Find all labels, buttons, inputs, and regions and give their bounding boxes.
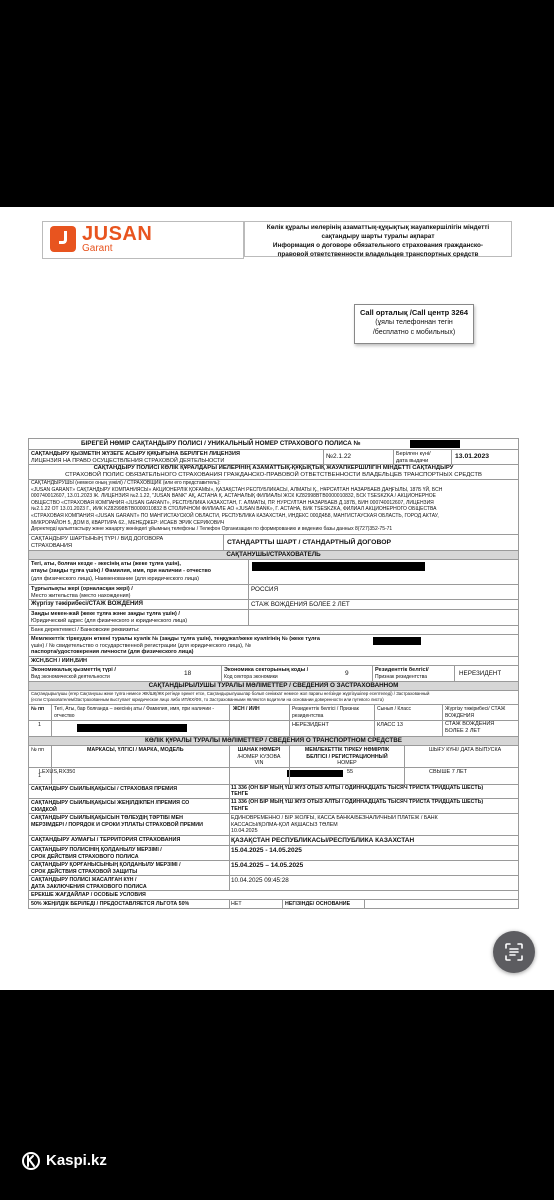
license-number: №2.1.22 <box>326 453 352 460</box>
sector-label <box>224 667 308 680</box>
payment-order-label-2: МЕРЗІМДЕРІ / ПОРЯДОК И СРОКИ УПЛАТЫ СТРАХОВОЙ ПРЕМИИ <box>31 821 203 828</box>
insured-header-row <box>29 705 518 721</box>
unique-number-label: БІРЕГЕЙ НӨМІР САҚТАНДЫРУ ПОЛИСІ / УНИКАЛЬНЫЙ НОМЕР СТРАХОВОГО ПОЛИСА № <box>81 440 361 447</box>
payment-order-label-1: САҚТАНДЫРУ СЫЙЛЫҚАҚЫСЫН ТӨЛЕУДІҢ ТӘРТІБІ МЕН <box>31 815 183 821</box>
discount-basis-label: НЕГІЗІНДЕ/ ОСНОВАНИЕ <box>285 901 351 907</box>
insurer-line: 000740012607, 13.01.2023 Ж. ЛИЦЕНЗИЯ №2.1.22, "JUSAN BANK" АҚ, АСТАНА Қ. АСТАНАЛЫҚ ФИЛИАЛЫ ЖСК KZ82998BTB0000010832, БСК TSESKZKA / АКЦИОНЕРНОЕ <box>31 493 436 500</box>
residence-label-ru: Место жительства (место нахождения) <box>31 592 131 599</box>
policy-term-row <box>29 846 518 861</box>
conclusion-date-label-1: САҚТАНДЫРУ ПОЛИСІ ЖАСАЛҒАН КҮН / <box>31 877 137 883</box>
policy-term-label-2: СРОК ДЕЙСТВИЯ СТРАХОВОГО ПОЛИСА <box>31 853 139 860</box>
kaspi-logo-icon <box>22 1152 40 1170</box>
residence-label <box>29 586 133 599</box>
insured-row-resident: НЕРЕЗИДЕНТ <box>292 722 329 728</box>
bank-label: Банк деректемесі / Банковские реквизиты: <box>31 627 140 633</box>
contract-type-label-ru: СТРАХОВАНИЯ <box>31 542 72 549</box>
insurer-line: «JUSAN GARANT» САҚТАНДЫРУ КОМПАНИЯСЫ» АКЦИОНЕРЛІК ҚОҒАМЫ», ҚАЗАҚСТАН РЕСПУБЛИКАСЫ, АЛМАТЫ Қ., НҰРСҰЛТАН НАЗАРБАЕВ ДАҢҒЫЛЫ, 187Б ҮЙ, БСН <box>31 486 443 493</box>
insured-note-row <box>29 691 518 705</box>
policy-name-row <box>29 465 518 480</box>
contract-type-label-kz: САҚТАНДЫРУ ШАРТЫНЫҢ ТҮРІ / ВИД ДОГОВОРА <box>31 536 164 542</box>
insured-row-exp <box>445 721 494 735</box>
discount-value: НЕТ <box>231 901 242 907</box>
coverage-term-row <box>29 861 518 876</box>
issue-date-label <box>396 451 431 464</box>
payment-order-row <box>29 814 518 836</box>
policy-name-kz: САҚТАНДЫРУ ПОЛИСІ КӨЛІК ҚҰРАЛДАРЫ ИЕЛЕРІНІҢ АЗАМАТТЫҚ-ҚҰҚЫҚТЫҚ ЖАУАПКЕРШІЛІГІН МІНДЕТТІ САҚТАНДЫРУ <box>93 465 454 471</box>
econ-value: 18 <box>184 670 192 677</box>
premium-row <box>29 785 518 799</box>
special-conditions-row <box>29 891 518 900</box>
premium-discount-label-2: СКИДКОЙ <box>31 806 57 813</box>
insured-col-exp: Жүргізу тәжірибесі/ СТАЖ ВОЖДЕНИЯ <box>445 706 506 719</box>
call-center-line1: (ұялы телефоннан тегін <box>375 319 453 326</box>
insured-col-iin: ЖСН / ИИН <box>233 706 260 712</box>
vehicle-col-make: МАРКАСЫ, ҮЛГІСІ / МАРКА, МОДЕЛЬ <box>87 747 184 753</box>
experience-row <box>29 600 518 610</box>
resident-label-ru: Признак резидентства <box>375 673 427 680</box>
econ-label-kz: Экономикалық қызметтің түрі / <box>31 667 116 673</box>
conclusion-date-value: 10.04.2025 09:45:28 <box>231 877 289 884</box>
redacted-number <box>410 440 460 448</box>
contract-type-row <box>29 535 518 551</box>
econ-label-ru: Вид экономической деятельности <box>31 673 110 680</box>
premium-discount-row <box>29 799 518 814</box>
residence-value: РОССИЯ <box>251 586 279 593</box>
legal-label-ru: Юридический адрес (для физического и юридического лица) <box>31 617 188 624</box>
vin-label-2: /НОМЕР КУЗОВА <box>237 753 281 760</box>
insurer-line: ОБЩЕСТВО «СТРАХОВАЯ КОМПАНИЯ «JUSAN GARANT», РЕСПУБЛИКА КАЗАХСТАН, Г. АЛМАТЫ, ПР. НУРСУЛТАН НАЗАРБАЕВ Д.187Б, БИН 000740012607, ЛИЦЕНЗИЯ <box>31 499 434 506</box>
reg-label-1: МЕМЛЕКЕТТІК ТІРКЕУ НӨМІРЛІК <box>304 747 390 753</box>
insured-data-row <box>29 721 518 737</box>
coverage-term-label <box>29 862 181 875</box>
resident-label-kz: Резиденттік белгісі/ <box>375 667 429 673</box>
title-kz-2: сақтандыру шарты туралы ақпарат <box>321 233 435 240</box>
call-center-line2: /бесплатно с мобильных) <box>372 329 456 336</box>
econ-label <box>29 667 116 680</box>
logo-sub: Garant <box>82 243 113 254</box>
jusan-logo-icon <box>50 226 76 252</box>
vin-label-1: ШАНАК НӨМЕРІ <box>237 747 281 753</box>
title-ru-1: Информация о договоре обязательного страхования гражданско- <box>272 242 484 249</box>
vehicle-col-no: № пп <box>31 747 44 753</box>
resident-value: НЕРЕЗИДЕНТ <box>459 670 502 677</box>
reg-label-3: НОМЕР <box>337 760 357 766</box>
name-label-2: атауы (заңды тұлға үшін) / Фамилия, имя, при наличии - отчество <box>31 568 211 575</box>
redacted-name <box>252 562 425 571</box>
territory-value: ҚАЗАҚСТАН РЕСПУБЛИКАСЫ/РЕСПУБЛИКА КАЗАХСТАН <box>231 837 415 844</box>
vehicle-row-reg: 55 <box>347 769 354 775</box>
coverage-term-label-2: СРОК ДЕЙСТВИЯ СТРАХОВОЙ ЗАЩИТЫ <box>31 868 138 875</box>
contract-type-value: СТАНДАРТТЫ ШАРТ / СТАНДАРТНЫЙ ДОГОВОР <box>227 539 392 546</box>
premium-discount-value <box>231 799 483 812</box>
vehicle-header-row <box>29 746 518 768</box>
payment-order-date: 10.04.2025 <box>231 828 258 834</box>
call-center-title: Call орталық /Call центр 3264 <box>359 308 468 317</box>
bank-row <box>29 626 518 635</box>
coverage-term-value: 15.04.2025 – 14.05.2025 <box>231 862 304 869</box>
territory-row <box>29 836 518 846</box>
legal-label-kz: Заңды мекен-жай (жеке тұлға және заңды тұлға үшін) / <box>31 611 180 617</box>
policyholder-name-label <box>29 561 211 583</box>
insured-note-1: Сақтандырылушы (егер Сақтанушы жеке тұлға немесе ЖК/ШҚ/ЖК ретінде әрекет етсе, Сақтандырылушылар болып сенімхат немесе жол парағы негізінде жүргізушілер есептеледі) / Застрахованный <box>31 691 430 696</box>
vehicle-col-year: ШЫҒУ КҮНІ/ ДАТА ВЫПУСКА <box>429 747 502 753</box>
experience-value: СТАЖ ВОЖДЕНИЯ БОЛЕЕ 2 ЛЕТ <box>251 601 350 608</box>
conclusion-date-label-2: ДАТА ЗАКЛЮЧЕНИЯ СТРАХОВОГО ПОЛИСА <box>31 883 147 890</box>
insurer-line: Деректерді қалыптастыру және жаңарту жөніндегі ұйымның телефоны / Телефон Организации по формированию и ведению базы данных 8(727)352-75-71 <box>31 526 393 533</box>
payment-order-value <box>231 815 438 835</box>
premium-value-text: 11 336 (ОН БІР МЫҢ ҮШ ЖҮЗ ОТЫЗ АЛТЫ / ОДИННАДЦАТЬ ТЫСЯЧ ТРИСТА ТРИДЦАТЬ ШЕСТЬ) <box>231 785 484 791</box>
vehicle-row-year: СВЫШЕ 7 ЛЕТ <box>429 769 467 775</box>
vehicle-row-no: 1 <box>38 773 42 779</box>
title-ru-2: правовой ответственности владельцев транспортных средств <box>277 251 479 258</box>
license-label-ru: ЛИЦЕНЗИЯ НА ПРАВО ОСУЩЕСТВЛЕНИЯ СТРАХОВОЙ ДЕЯТЕЛЬНОСТИ <box>31 457 225 464</box>
sector-label-ru: Код сектора экономики <box>224 673 278 680</box>
license-row <box>29 450 518 465</box>
title-kz-1: Көлік құралы иелерінің азаматтық-құқықтық жауапкершілігін міндетті <box>266 224 490 231</box>
insured-exp-1: СТАЖ ВОЖДЕНИЯ <box>445 721 495 727</box>
license-label-kz: САҚТАНДЫРУ ҚЫЗМЕТІН ЖҮЗЕГЕ АСЫРУ ҚҰҚЫҒЫНА БЕРІЛГЕН ЛИЦЕНЗИЯ <box>31 451 240 457</box>
experience-label: Жүргізу тәжірибесі/СТАЖ ВОЖДЕНИЯ <box>31 601 143 607</box>
insured-row-no: 1 <box>38 722 42 728</box>
insured-col-name: Тегі, Аты, бар болғанда – әкесінің аты / Фамилия, имя, при наличии - отчество <box>54 706 214 719</box>
reg-label-2: БЕЛГІСІ / РЕГИСТРАЦИОННЫЙ <box>306 753 388 760</box>
premium-discount-text: 11 336 (ОН БІР МЫҢ ҮШ ЖҮЗ ОТЫЗ АЛТЫ / ОДИННАДЦАТЬ ТЫСЯЧ ТРИСТА ТРИДЦАТЬ ШЕСТЬ) <box>231 799 484 805</box>
redacted-id <box>373 637 421 645</box>
contract-type-label <box>29 536 163 549</box>
payment-order-text-2: КАССАСЫ/ҚОЛМА-ҚОЛ АҚШАСЫЗ ТӨЛЕМ <box>231 821 338 828</box>
sector-value: 9 <box>345 670 349 677</box>
policyholder-name-row <box>29 560 518 585</box>
legal-address-row <box>29 610 518 626</box>
conclusion-date-label <box>29 877 147 890</box>
issue-date: 13.01.2023 <box>455 453 490 460</box>
premium-label: САҚТАНДЫРУ СЫЙЛЫҚАҚЫСЫ / СТРАХОВАЯ ПРЕМИЯ <box>31 786 178 792</box>
vehicle-row-make: LEXUS,RX350 <box>39 769 76 775</box>
vehicle-col-reg <box>292 747 402 767</box>
policy-term-label-1: САҚТАНДЫРУ ПОЛИСІНІҢ ҚОЛДАНЫЛУ МЕРЗІМІ / <box>31 847 162 853</box>
name-label-1: Тегі, аты, болған кезде - әкесінің аты (жеке тұлға үшін), <box>31 561 181 567</box>
policyholder-section-title: САҚТАНУШЫ/СТРАХОВАТЕЛЬ <box>29 551 518 560</box>
call-center-box <box>354 304 474 344</box>
unique-number-row <box>29 439 518 450</box>
premium-discount-currency: ТЕНГЕ <box>231 805 249 812</box>
id-label-1: Мемлекеттік тіркеуден өткені туралы куәлік № (заңды тұлға үшін), теңқұжат/жеке куәлігінің № (жеке тұлға <box>31 636 320 642</box>
insured-row-class: КЛАСС 13 <box>377 722 403 728</box>
insurer-line: «СТРАХОВАЯ КОМПАНИЯ «JUSAN GARANT» ПО МАНГИСТАУСКОЙ ОБЛАСТИ, РЕСПУБЛИКА КАЗАХСТАН, ИНДЕКС 000Д4Б8, МАНГИСТАУСКАЯ ОБЛАСТЬ, ГОРОД АКТАУ, <box>31 512 439 519</box>
iin-label: ЖСН,БСН / ИИН,БИН <box>31 658 87 664</box>
payment-order-text-1: ЕДИНОВРЕМЕННО / БІР ЖОЛҒЫ, КАССА БАНКА/БЕЗНАЛИЧНЫЙ ПЛАТЕЖ / БАНК <box>231 815 438 821</box>
territory-label: САҚТАНДЫРУ АУМАҒЫ / ТЕРРИТОРИЯ СТРАХОВАНИЯ <box>31 837 181 843</box>
special-conditions-label: ЕРЕКШЕ ЖАҒДАЙЛАР / ОСОБЫЕ УСЛОВИЯ <box>31 892 146 898</box>
issue-label-ru: дата выдачи <box>396 457 429 464</box>
vehicle-data-row <box>29 768 518 785</box>
coverage-term-label-1: САҚТАНДЫРУ ҚОРҒАНЫСЫНЫҢ ҚОЛДАНЫЛУ МЕРЗІМІ / <box>31 862 181 868</box>
sector-label-kz: Экономика секторының коды / <box>224 667 309 673</box>
kaspi-watermark-text: Kaspi.kz <box>46 1152 107 1169</box>
id-document-label <box>29 636 320 656</box>
insured-col-class: Сынып / Класс <box>377 706 412 712</box>
policy-term-label <box>29 847 162 860</box>
document-title <box>244 221 512 257</box>
vin-label-3: VIN <box>254 760 264 766</box>
insured-col-no: № пп <box>31 706 45 712</box>
scan-text-icon <box>504 942 524 962</box>
policy-term-value: 15.04.2025 - 14.05.2025 <box>231 847 302 854</box>
insurer-line: САҚТАНДЫРУШЫ (немесе оның уәкілі) / СТРАХОВЩИК (или его представитель): <box>31 480 221 486</box>
scan-text-button[interactable] <box>493 931 535 973</box>
insurer-line: №2.1.22 ОТ 13.01.2023 Г., ИИК KZ82998BTB0000010832 В СТОЛИЧНОМ ФИЛИАЛЕ АО «JUSAN BANK», Г. АСТАНА, БИК TSESKZKA, ФИЛИАЛ АКЦИОНЕРНОГО ОБЩЕСТВА <box>31 506 437 513</box>
policy-table <box>28 438 519 909</box>
residence-label-kz: Тұрғылықты жері (орналасқан жері) / <box>31 586 133 592</box>
premium-value <box>231 785 483 798</box>
legal-address-label <box>29 611 187 624</box>
iin-row <box>29 657 518 666</box>
residence-row <box>29 585 518 600</box>
id-document-row <box>29 635 518 657</box>
redacted-insured-name <box>77 724 187 732</box>
payment-order-label <box>29 815 203 828</box>
discount-row <box>29 900 518 909</box>
resident-label <box>375 667 429 680</box>
vehicle-section-title: КӨЛІК ҚҰРАЛЫ ТУРАЛЫ МӘЛІМЕТТЕР / СВЕДЕНИЯ О ТРАНСПОРТНОМ СРЕДСТВЕ <box>29 737 518 746</box>
insurer-line: МИКРОРАЙОН 5, ДОМ 8, КВАРТИРА 62., МЕНЕДЖЕР: ИСАЕВ ЭРИК СЕРИКОВИЧ <box>31 519 225 526</box>
issue-label-kz: Берілген күні/ <box>396 451 431 457</box>
vehicle-col-vin <box>231 747 287 767</box>
premium-discount-label <box>29 800 189 813</box>
logo-brand: JUSAN <box>82 223 153 245</box>
policy-name-ru: СТРАХОВОЙ ПОЛИС ОБЯЗАТЕЛЬНОГО СТРАХОВАНИЯ ГРАЖДАНСКО-ПРАВОВОЙ ОТВЕТСТВЕННОСТИ ВЛАДЕЛЬЦЕВ ТРАНСПОРТНЫХ СРЕДСТВ <box>65 472 482 478</box>
insured-section-title: САҚТАНДЫРЫЛУШЫ ТУРАЛЫ МӘЛІМЕТТЕР / СВЕДЕНИЯ О ЗАСТРАХОВАННОМ <box>29 682 518 691</box>
conclusion-date-row <box>29 876 518 891</box>
id-label-2: үшін) / № свидетельство о государственной регистрации (для юридического лица), № <box>31 642 251 649</box>
insured-note-2: (если Страхователем/Застрахованным выступает юридическое лицо либо ИП/КХ/ФХ, то Застрахованными являются водители на основании доверенности или путевого листа) <box>31 696 384 702</box>
insured-col-resident: Резиденттік белгісі / Признак резидентства <box>292 706 359 719</box>
redacted-vin <box>287 770 343 777</box>
insured-exp-2: БОЛЕЕ 2 ЛЕТ <box>445 728 481 734</box>
insurer-row <box>29 480 518 535</box>
name-label-3: (для физического лица), Наименование (для юридического лица) <box>31 575 199 582</box>
premium-discount-label-1: САҚТАНДЫРУ СЫЙЛЫҚАҚЫСЫ ЖЕҢІЛДІКПЕН /ПРЕМИЯ СО <box>31 800 190 806</box>
premium-currency: ТЕНГЕ <box>231 791 249 798</box>
economic-row <box>29 666 518 682</box>
id-label-3: паспорта/удостоверения личности (для физического лица) <box>31 649 194 656</box>
discount-label: 50% ЖЕҢІЛДІК БЕРІЛЕДІ / ПРЕДОСТАВЛЯЕТСЯ ЛЬГОТА 50% <box>31 901 190 907</box>
license-label <box>29 451 240 464</box>
